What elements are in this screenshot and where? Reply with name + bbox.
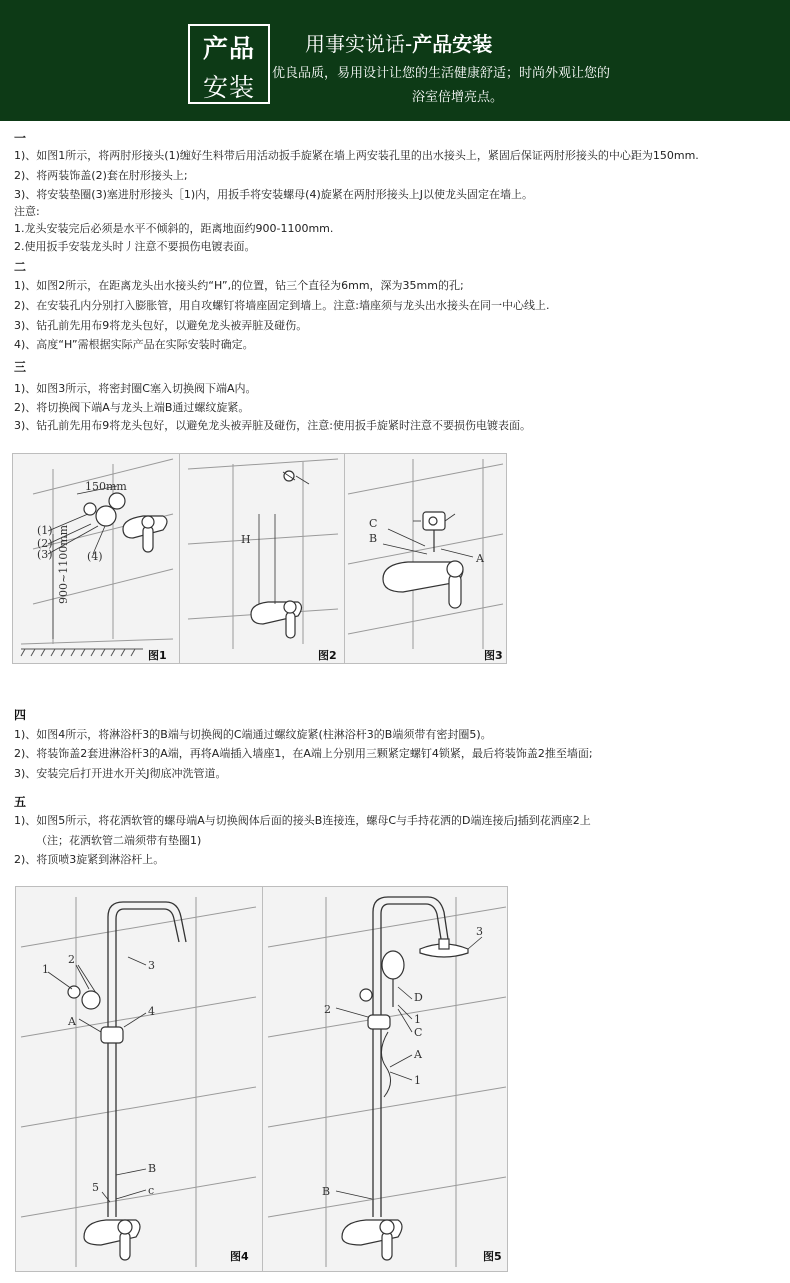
section4-line: 3)、安装完后打开进水开关J彻底冲洗管道。 — [14, 767, 227, 780]
fig4-callout-b: B — [148, 1162, 157, 1175]
fig3-callout-c: C — [369, 517, 378, 530]
fig5-callout-d: D — [414, 991, 423, 1004]
section1-line: 1)、如图1所示，将两肘形接头(1)缠好生料带后用活动扳手旋紧在墙上两安装孔里的出水接头上，紧固后保证两肘形接头的中心距为150mm. — [14, 149, 699, 162]
section1-line: 2)、将两装饰盖(2)套在肘形接头上; — [14, 169, 188, 182]
fig4-label: 图4 — [230, 1250, 249, 1263]
section5-heading: 五 — [14, 795, 27, 809]
header-banner — [0, 0, 790, 121]
fig5-callout-1a: 1 — [414, 1013, 421, 1026]
fig1-callout-2: (2) — [37, 537, 53, 550]
logo-line2: 安装 — [202, 73, 255, 102]
fig4-callout-5: 5 — [92, 1181, 99, 1194]
fig1-callout-1: (1) — [37, 524, 53, 537]
fig5-callout-b: B — [322, 1185, 331, 1198]
fig4-callout-c: c — [148, 1184, 155, 1197]
fig4-callout-4: 4 — [148, 1005, 155, 1018]
fig4-callout-3: 3 — [148, 959, 155, 972]
section3-heading: 三 — [14, 360, 27, 374]
fig5-callout-c: C — [414, 1026, 423, 1039]
section2-line: 2)、在安装孔内分别打入膨胀管，用自攻螺钉将墙座固定到墙上。注意:墙座须与龙头出水接头在同一中心线上. — [14, 299, 550, 312]
fig1-dim-top-label: 150mm — [85, 480, 127, 493]
section4-line: 1)、如图4所示，将淋浴杆3的B端与切换阀的C端通过螺纹旋紧(柱淋浴杆3的B端须带有密封圈5)。 — [14, 728, 492, 741]
fig5-callout-3: 3 — [476, 925, 483, 938]
section2-heading: 二 — [14, 260, 27, 274]
section1-line: 3)、将安装垫圈(3)塞进肘形接头［1)内，用扳手将安装螺母(4)旋紧在两肘形接头上J以使龙头固定在墙上。 — [14, 188, 533, 201]
section3-line: 1)、如图3所示，将密封圈C塞入切换阀下端A内。 — [14, 382, 257, 395]
section2-line: 1)、如图2所示，在距离龙头出水接头约“H”,的位置，钻三个直径为6mm，深为35mm的孔; — [14, 279, 464, 292]
section5-line: 1)、如图5所示，将花洒软管的螺母端A与切换阀体后面的接头B连接连，螺母C与手持花洒的D端连接后J插到花洒座2上 — [14, 814, 591, 827]
section1-heading: 一 — [14, 131, 27, 145]
figure-panel-bottom — [15, 886, 508, 1272]
fig4-callout-2: 2 — [68, 953, 75, 966]
section1-note-label: 注意: — [14, 205, 40, 218]
logo-line1: 产品 — [202, 34, 255, 63]
section2-line: 3)、钻孔前先用布9将龙头包好，以避免龙头被弄脏及碰伤。 — [14, 319, 308, 332]
section2-line: 4)、高度“H”需根据实际产品在实际安装时确定。 — [14, 338, 254, 351]
fig3-callout-b: B — [369, 532, 378, 545]
title-plain: 用事实说话- — [305, 32, 413, 56]
fig2-height-mark: H — [241, 533, 251, 546]
section3-line: 2)、将切换阀下端A与龙头上端B通过螺纹旋紧。 — [14, 401, 250, 414]
product-install-logo — [188, 24, 270, 104]
section4-line: 2)、将装饰盖2套进淋浴杆3的A端，再将A端插入墙座1，在A端上分别用三颗紧定螺钉4锁紧，最后将装饰盖2推至墙面; — [14, 747, 593, 760]
fig1-dim-side-label: 900~1100mm — [57, 524, 70, 604]
subtitle-line1: 优良品质，易用设计让您的生活健康舒适；时尚外观让您的 — [272, 66, 611, 81]
fig1-label: 图1 — [148, 649, 167, 662]
installation-diagram-1-3 — [13, 454, 508, 665]
fig4-callout-1: 1 — [42, 963, 49, 976]
fig1-callout-3: (3) — [37, 548, 53, 561]
section1-note: 1.龙头安装完后必须是水平不倾斜的，距离地面约900-1100mm. — [14, 222, 334, 235]
section5-note: （注；花洒软管二端须带有垫圈1) — [36, 834, 202, 847]
fig5-label: 图5 — [483, 1250, 502, 1263]
fig1-callout-4: (4) — [87, 550, 103, 563]
fig5-callout-2: 2 — [324, 1003, 331, 1016]
figure-panel-top — [12, 453, 507, 664]
subtitle-line2: 浴室倍增亮点。 — [412, 90, 504, 105]
page-title — [305, 28, 492, 57]
fig3-callout-a: A — [476, 552, 484, 565]
fig4-callout-a: A — [68, 1015, 76, 1028]
fig5-callout-1b: 1 — [414, 1074, 421, 1087]
section1-note: 2.使用扳手安装龙头时丿注意不要损伤电镀表面。 — [14, 240, 256, 253]
fig2-label: 图2 — [318, 649, 337, 662]
section3-line: 3)、钻孔前先用布9将龙头包好，以避免龙头被弄脏及碰伤，注意:使用扳手旋紧时注意不要损伤电镀表面。 — [14, 419, 531, 432]
title-bold: 产品安装 — [412, 32, 493, 56]
fig3-label: 图3 — [484, 649, 503, 662]
section4-heading: 四 — [14, 708, 27, 722]
fig5-callout-a: A — [414, 1048, 422, 1061]
installation-diagram-4-5 — [16, 887, 509, 1273]
section5-line: 2)、将顶喷3旋紧到淋浴杆上。 — [14, 853, 165, 866]
